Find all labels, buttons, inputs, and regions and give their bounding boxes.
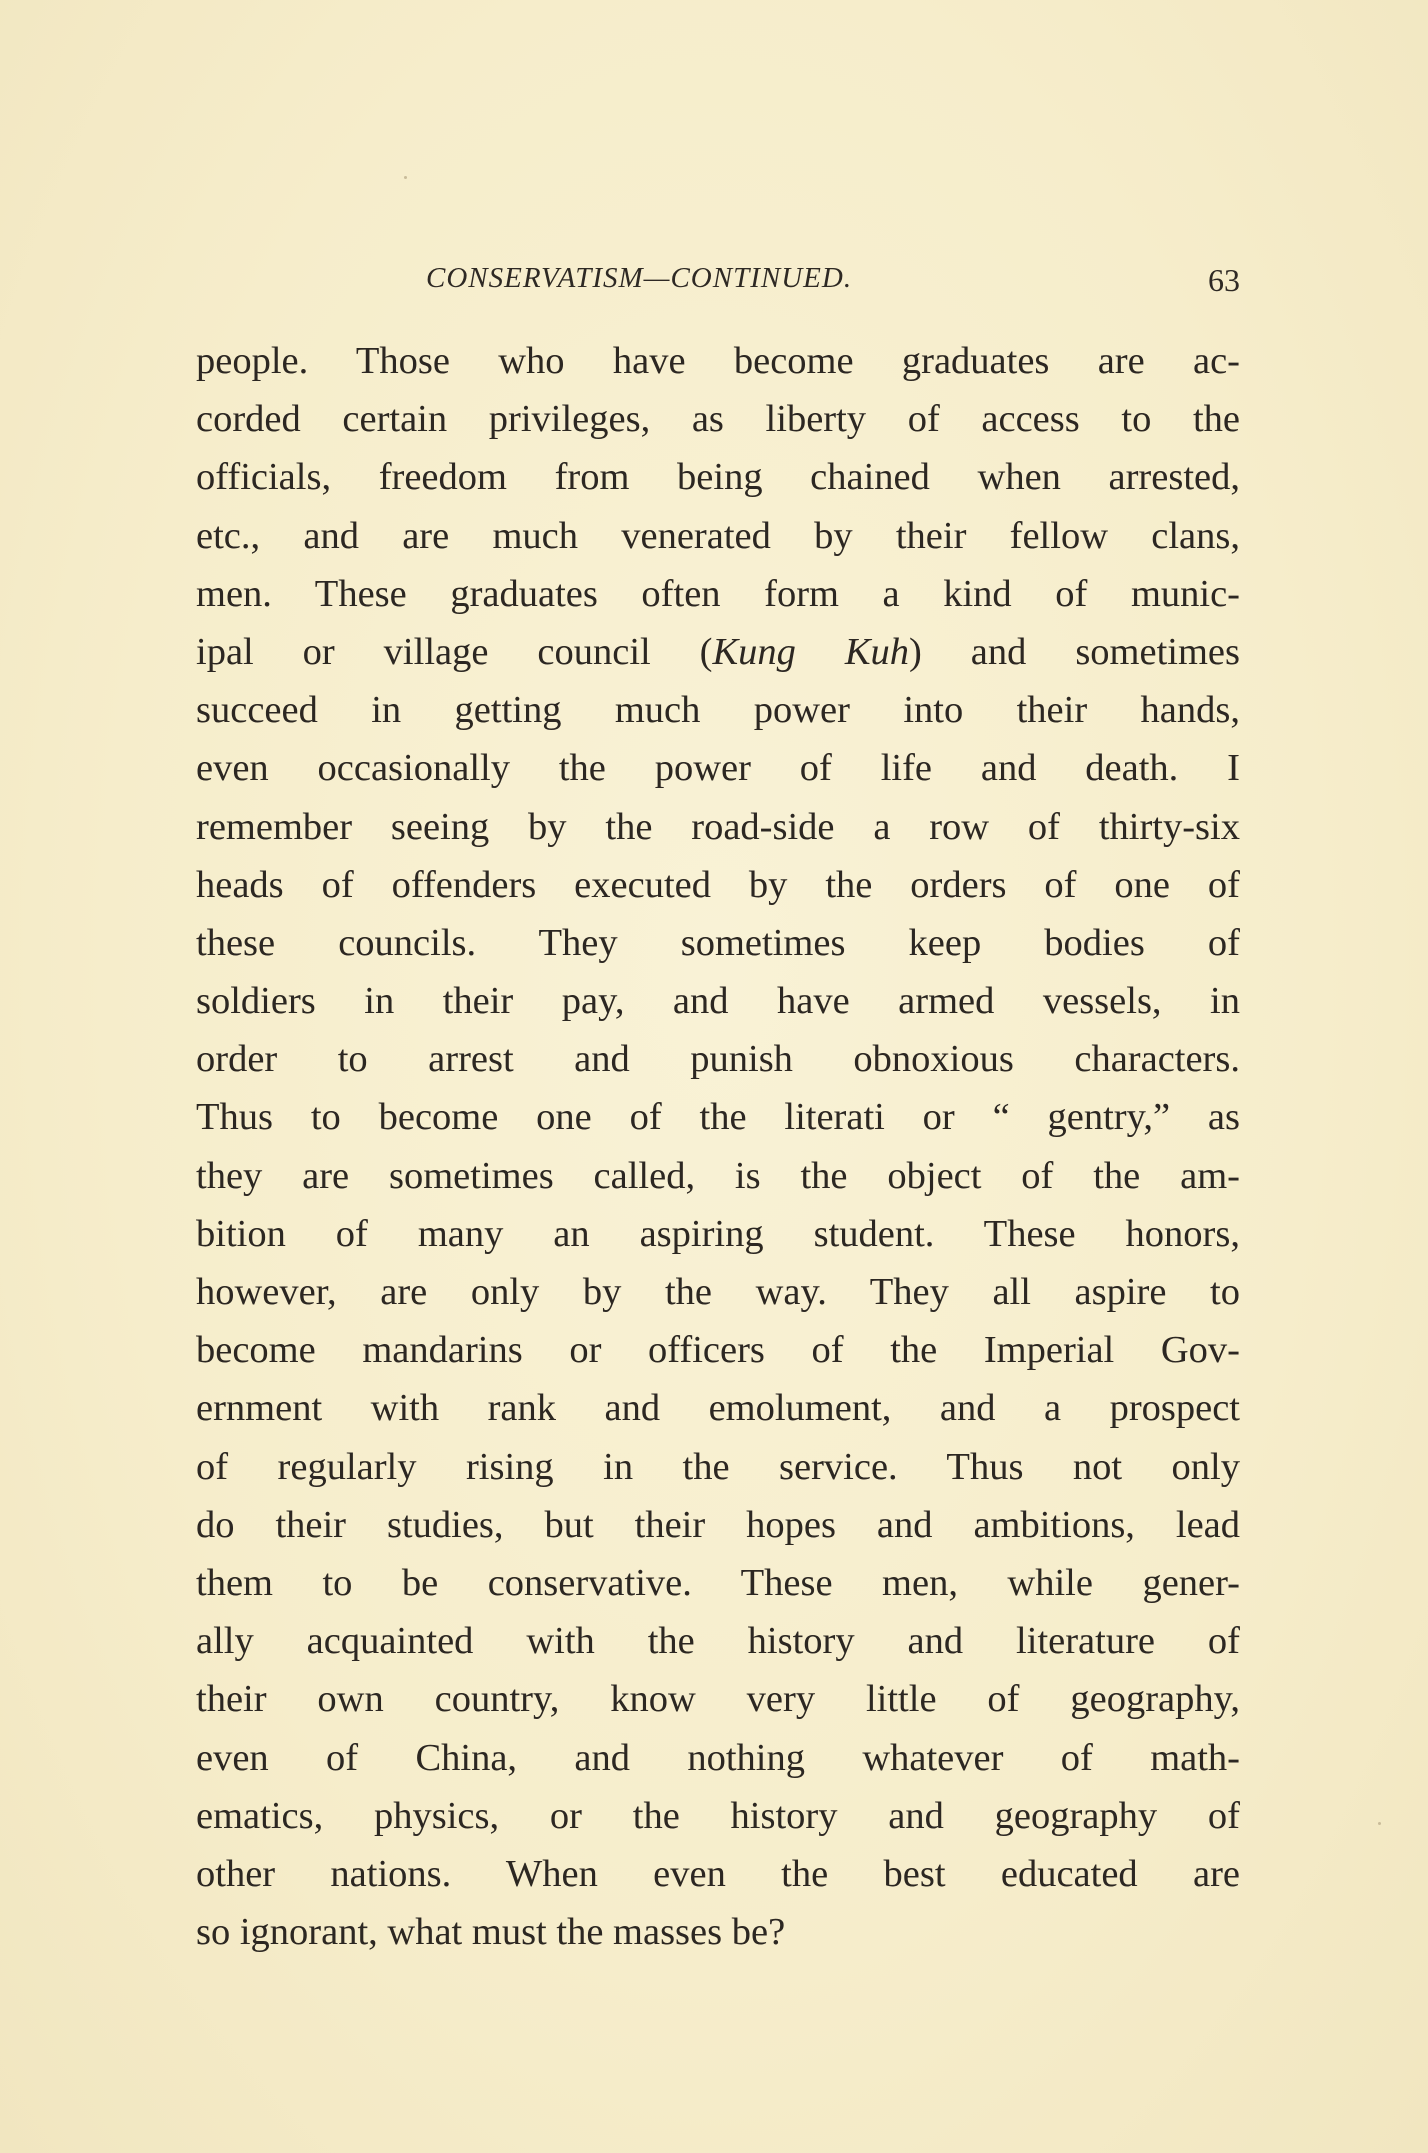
text-line <box>196 972 1240 1030</box>
text-segment: remember seeing by the road-side a row of thirty-six <box>196 805 1240 848</box>
text-line <box>196 332 1240 390</box>
text-segment: ) and sometimes <box>909 630 1240 673</box>
text-segment: Thus to become one of the literati or “ gentry,” as <box>196 1096 1240 1139</box>
text-line <box>196 565 1240 623</box>
page-number: 63 <box>1208 262 1240 298</box>
text-line <box>196 681 1240 739</box>
body-text <box>196 332 1240 1961</box>
text-line <box>196 1496 1240 1554</box>
text-line <box>196 1787 1240 1845</box>
text-line <box>196 390 1240 448</box>
text-segment: ematics, physics, or the history and geography of <box>196 1794 1240 1837</box>
text-segment: men. These graduates often form a kind of munic- <box>196 572 1240 615</box>
text-line <box>196 1263 1240 1321</box>
text-line <box>196 1205 1240 1263</box>
italic-term: Kung Kuh <box>712 630 910 673</box>
text-line <box>196 1554 1240 1612</box>
text-segment: succeed in getting much power into their hands, <box>196 689 1240 732</box>
text-segment: officials, freedom from being chained when arrested, <box>196 456 1240 499</box>
text-segment: order to arrest and punish obnoxious characters. <box>196 1038 1240 1081</box>
running-head: CONSERVATISM—CONTINUED. <box>426 262 853 294</box>
text-line <box>196 1670 1240 1728</box>
text-segment: etc., and are much venerated by their fellow clans, <box>196 514 1240 557</box>
text-segment: of regularly rising in the service. Thus not only <box>196 1445 1240 1488</box>
text-line <box>196 798 1240 856</box>
text-line <box>196 739 1240 797</box>
text-segment: ernment with rank and emolument, and a prospect <box>196 1387 1240 1430</box>
text-segment: however, are only by the way. They all aspire to <box>196 1271 1240 1313</box>
text-line <box>196 1729 1240 1787</box>
text-line <box>196 1030 1240 1088</box>
text-segment: these councils. They sometimes keep bodies of <box>196 921 1240 964</box>
text-line <box>196 507 1240 565</box>
paper-speck <box>404 176 407 179</box>
text-line <box>196 1612 1240 1670</box>
text-segment: do their studies, but their hopes and ambitions, lead <box>196 1503 1240 1546</box>
text-line <box>196 1845 1240 1903</box>
text-segment: even occasionally the power of life and death. I <box>196 747 1240 790</box>
text-segment: corded certain privileges, as liberty of access to the <box>196 398 1240 441</box>
text-segment: their own country, know very little of geography, <box>196 1678 1240 1721</box>
text-line <box>196 1903 1240 1961</box>
text-line <box>196 1438 1240 1496</box>
text-segment: heads of offenders executed by the orders of one of <box>196 863 1240 906</box>
text-segment: become mandarins or officers of the Imperial Gov- <box>196 1329 1240 1372</box>
text-segment: ally acquainted with the history and literature of <box>196 1620 1240 1663</box>
text-segment: even of China, and nothing whatever of math- <box>196 1736 1240 1779</box>
text-line <box>196 1088 1240 1146</box>
text-line <box>196 914 1240 972</box>
text-line <box>196 1147 1240 1205</box>
page-header <box>196 262 1240 302</box>
text-segment: so ignorant, what must the masses be? <box>196 1911 786 1954</box>
text-line <box>196 448 1240 506</box>
text-segment: soldiers in their pay, and have armed vessels, in <box>196 980 1240 1023</box>
text-segment: they are sometimes called, is the object of the am- <box>196 1154 1240 1197</box>
text-segment: them to be conservative. These men, while gener- <box>196 1561 1240 1604</box>
text-line <box>196 856 1240 914</box>
text-segment: ipal or village council ( <box>196 630 713 673</box>
text-segment: bition of many an aspiring student. These honors, <box>196 1212 1240 1255</box>
text-line <box>196 623 1240 681</box>
paper-speck <box>1378 1822 1381 1825</box>
text-segment: people. Those who have become graduates are ac- <box>196 340 1240 382</box>
text-line <box>196 1379 1240 1437</box>
text-line <box>196 1321 1240 1379</box>
text-segment: other nations. When even the best educated are <box>196 1852 1240 1895</box>
